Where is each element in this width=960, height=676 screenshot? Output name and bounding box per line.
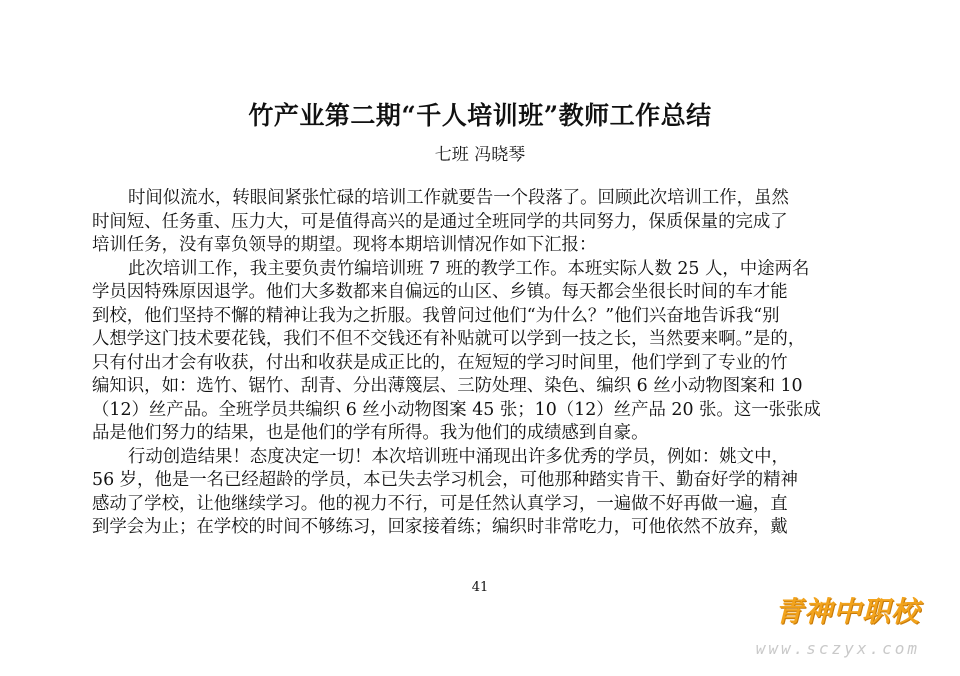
text-line: （12）丝产品。全班学员共编织 6 丝小动物图案 45 张；10（12）丝产品 20 张。这一张张成 xyxy=(92,399,821,420)
text-line: 时间短、任务重、压力大，可是值得高兴的是通过全班同学的共同努力，保质保量的完成了 xyxy=(92,211,788,232)
text-line: 人想学这门技术要花钱，我们不但不交钱还有补贴就可以学到一技之长，当然要来啊。”是的， xyxy=(92,329,806,349)
text-line: 到校，他们坚持不懈的精神让我为之折服。我曾问过他们“为什么？”他们兴奋地告诉我“别 xyxy=(92,305,780,326)
text-line: 只有付出才会有收获，付出和收获是成正比的，在短短的学习时间里，他们学到了专业的竹 xyxy=(92,352,788,373)
text-line: 行动创造结果！态度决定一切！本次培训班中涌现出许多优秀的学员，例如：姚文中， xyxy=(128,446,789,467)
text-line: 此次培训工作，我主要负责竹编培训班 7 班的教学工作。本班实际人数 25 人，中途两名 xyxy=(128,258,810,279)
watermark-url: www.sczyx.com xyxy=(755,639,920,658)
text-line: 56 岁，他是一名已经超龄的学员，本已失去学习机会，可他那种踏实肯干、勤奋好学的精神 xyxy=(92,470,798,490)
document-author: 七班 冯晓琴 xyxy=(434,145,526,165)
text-line: 学员因特殊原因退学。他们大多数都来自偏远的山区、乡镇。每天都会坐很长时间的车才能 xyxy=(92,282,788,302)
text-line: 培训任务，没有辜负领导的期望。现将本期培训情况作如下汇报： xyxy=(92,235,597,255)
watermark-logo: 青神中职校 xyxy=(774,595,920,628)
text-line: 品是他们努力的结果，也是他们的学有所得。我为他们的成绩感到自豪。 xyxy=(92,423,649,443)
document-title: 竹产业第二期“千人培训班”教师工作总结 xyxy=(248,101,712,130)
text-line: 编知识，如：选竹、锯竹、刮青、分出薄篾层、三防处理、染色、编织 6 丝小动物图案和 10 xyxy=(92,376,803,396)
watermark xyxy=(720,595,920,667)
text-line: 感动了学校，让他继续学习。他的视力不行，可是任然认真学习，一遍做不好再做一遍，直 xyxy=(92,493,788,514)
text-line: 到学会为止；在学校的时间不够练习，回家接着练；编织时非常吃力，可他依然不放弃，戴 xyxy=(92,517,788,537)
body-text xyxy=(92,187,878,540)
text-line: 时间似流水，转眼间紧张忙碌的培训工作就要告一个段落了。回顾此次培训工作，虽然 xyxy=(128,188,789,208)
page-number: 41 xyxy=(471,580,489,595)
